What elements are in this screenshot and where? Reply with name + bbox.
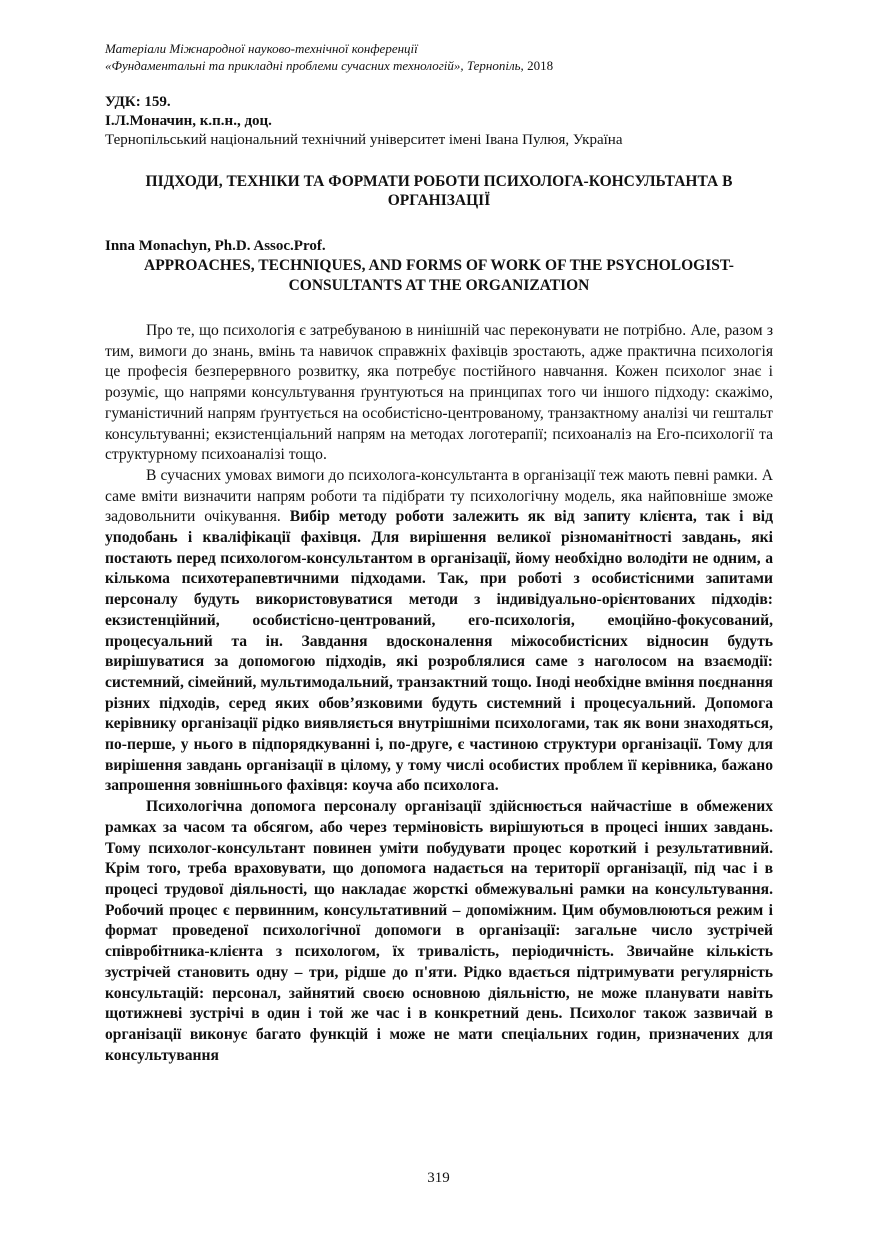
title-english: APPROACHES, TECHNIQUES, AND FORMS OF WORK OF THE PSYCHOLOGIST-CONSULTANTS AT THE ORGANIZATION: [144, 257, 734, 294]
page-number: 319: [427, 1170, 450, 1186]
paragraph-2-regular: В сучасних умовах вимоги до психолога-консультанта в організації теж мають певні рамки. А саме вміти визначити напрям роботи та підібрати ту психологічну модель, яка найповніше зможе задовольнити очікування.: [105, 466, 773, 526]
header-line-1: Матеріали Міжнародної науково-технічної конференції: [105, 41, 418, 56]
paragraph-2: [105, 466, 773, 797]
udk-code: УДК: 159.: [105, 94, 171, 110]
article-body: [105, 321, 773, 1066]
paragraph-1: Про те, що психологія є затребуваною в нинішній час переконувати не потрібно. Але, разом з тим, вимоги до знань, вмінь та навичок справжніх фахівців зростають, адже практична психологія це професія безперервного розвитку, яка потребує постійного навчання. Кожен психолог знає і розуміє, що напрями консультування ґрунтуються на принципах того чи іншого підходу: скажімо, гуманістичний напрям ґрунтується на особистісно-центрованому, транзактному аналізі чи гештальт консультуванні; екзистенціальний напрям на методах логотерапії; психоаналіз на Его-психології та структурному психоаналізі тощо.: [105, 322, 773, 464]
running-header: [105, 40, 773, 74]
title-ukrainian: ПІДХОДИ, ТЕХНІКИ ТА ФОРМАТИ РОБОТИ ПСИХОЛОГА-КОНСУЛЬТАНТА В ОРГАНІЗАЦІЇ: [145, 173, 733, 209]
paragraph-3: Психологічна допомога персоналу організації здійснюється найчастіше в обмежених рамках за часом та обсягом, або через терміновість вирішуються в процесі інших завдань. Тому психолог-консультант повинен уміти побудувати процес короткий і результативний. Крім того, треба враховувати, що допомога надається на території організації, під час і в процесі трудової діяльності, що накладає жорсткі обмежувальні рамки на консультування. Робочий процес є первинним, консультативний – допоміжним. Цим обумовлюються режим і формат проведеної психологічної допомоги в організації: загальне число зустрічей співробітника-клієнта з психологом, їх тривалість, періодичність. Звичайне кількість зустрічей становить одну – три, рідше до п'яти. Рідко вдається підтримувати регулярність консультацій: персонал, зайнятий своєю основною діяльністю, не може планувати навіть щотижневі зустрічі в один і той же час і в конкретний день. Психолог також зазвичай в організації виконує багато функцій і може не мати спеціальних годин, призначених для консультування: [105, 798, 773, 1064]
article-meta: [105, 93, 773, 150]
affiliation: Тернопільський національний технічний університет імені Івана Пулюя, Україна: [105, 132, 623, 148]
header-year: 2018: [527, 58, 554, 73]
paper-page: [105, 40, 773, 1066]
header-conference: «Фундаментальні та прикладні проблеми сучасних технологій», Тернопіль,: [105, 58, 524, 73]
author-english: Inna Monachyn, Ph.D. Assoc.Prof.: [105, 238, 326, 254]
author-ua: І.Л.Моначин, к.п.н., доц.: [105, 113, 272, 129]
paragraph-2-bold: Вибір методу роботи залежить як від запиту клієнта, так і від уподобань і кваліфікації фахівця. Для вирішення великої різноманітності завдань, які постають перед психологом-консультантом в організації, йому необхідно володіти не одним, а кількома психотерапевтичними підходами. Так, при роботі з особистісними запитами персоналу будуть використовуватися методи з індивідуально-орієнтованих підходів: екзистенційний, особистісно-центрований, его-психологія, емоційно-фокусований, процесуальний та ін. Завдання вдосконалення міжособистісних відносин будуть вирішуватися за допомогою підходів, які розроблялися саме з наголосом на взаємодії: системний, сімейний, мультимодальний, транзактний тощо. Іноді необхідне вміння поєднання різних підходів, серед яких обов’язковими будуть системний і процесуальний. Допомога керівнику організації рідко виявляється внутрішніми психологами, так як вони знаходяться, по-перше, у нього в підпорядкуванні і, по-друге, є частиною структури організації. Тому для вирішення завдань організації в цілому, у тому числі особистих проблем її керівника, бажано запрошення зовнішнього фахівця: коуча або психолога.: [105, 508, 773, 795]
header-line-2: [105, 57, 773, 74]
